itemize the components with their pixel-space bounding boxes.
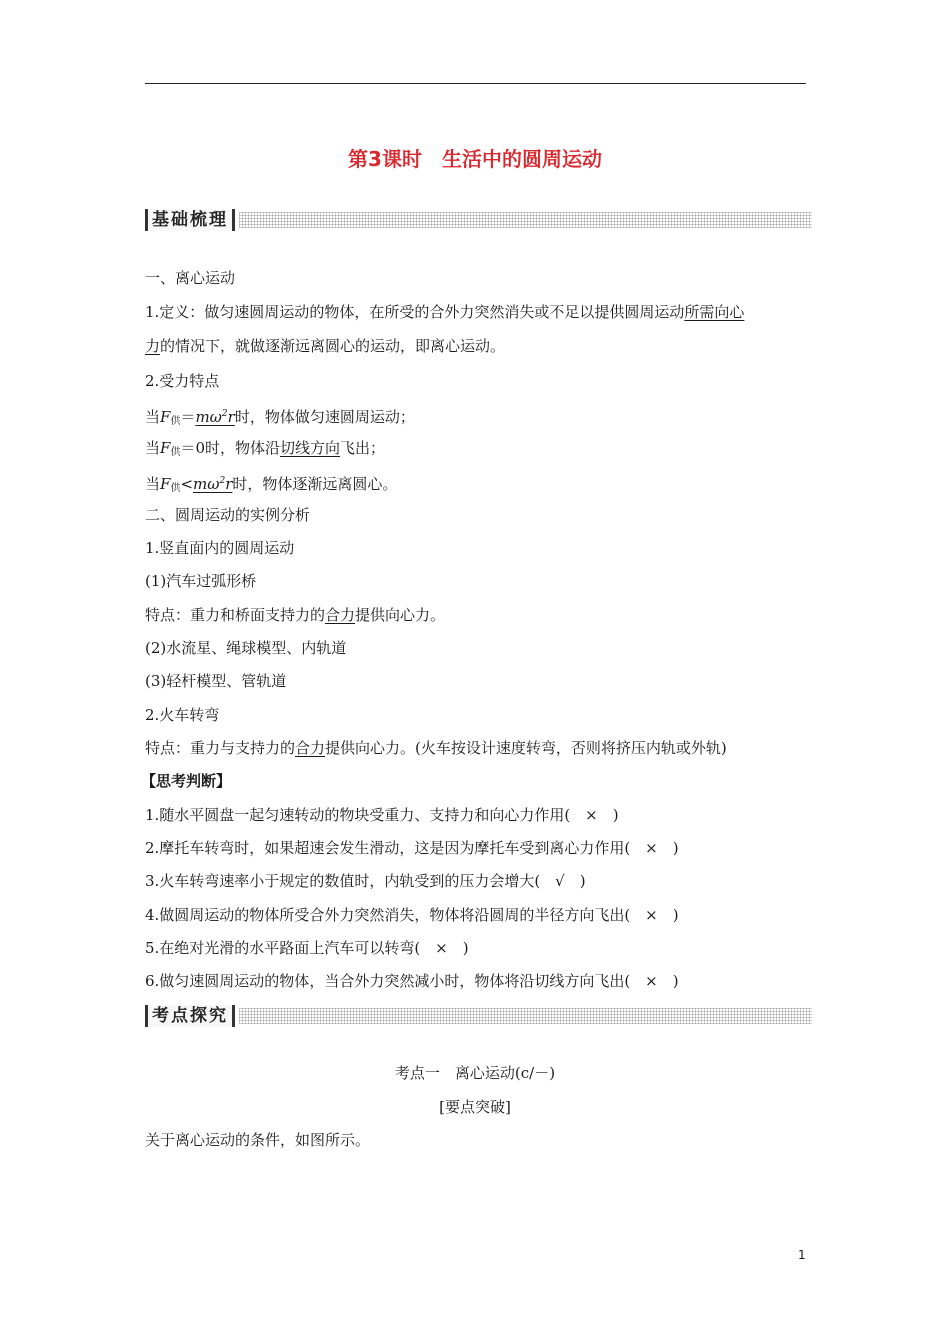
symbol-F: F <box>160 475 171 493</box>
section-label-explore: 考点探究 <box>145 1005 235 1027</box>
part2-heading: 二、圆周运动的实例分析 <box>145 506 311 524</box>
expr-mw2r <box>195 408 234 426</box>
section-label-basics: 基础梳理 <box>145 209 235 231</box>
subscript-gong: 供 <box>170 447 181 458</box>
text: 时，物体逐渐远离圆心。 <box>232 475 398 493</box>
text: 特点：重力与支持力的 <box>145 739 296 757</box>
underlined-resultant: 合力 <box>325 606 356 624</box>
section-bar-pattern <box>239 212 812 228</box>
judge-item: 1.随水平圆盘一起匀速转动的物块受重力、支持力和向心力作用( × ) <box>145 806 619 824</box>
definition-line-2 <box>145 336 505 356</box>
intro-text: 关于离心运动的条件，如图所示。 <box>145 1131 371 1149</box>
bridge-feature <box>145 605 445 625</box>
text: ＝0时，物体沿 <box>180 439 280 457</box>
text: 飞出； <box>340 439 386 457</box>
force-case-3 <box>145 471 397 499</box>
text: 提供向心力。 <box>355 606 446 624</box>
text: r <box>225 475 233 493</box>
text: 当 <box>145 475 161 493</box>
expr-mw2r <box>193 475 232 493</box>
train-turn: 2.火车转弯 <box>145 706 220 724</box>
train-feature <box>145 738 727 758</box>
text: 提供向心力。(火车按设计速度转弯，否则将挤压内轨或外轨) <box>325 739 727 757</box>
judge-item: 2.摩托车转弯时，如果超速会发生滑动，这是因为摩托车受到离心力作用( × ) <box>145 839 679 857</box>
definition-line-1 <box>145 302 744 322</box>
subscript-gong: 供 <box>170 416 181 427</box>
key-points-label: [要点突破] <box>439 1098 511 1116</box>
text: 当 <box>145 439 161 457</box>
underlined-resultant: 合力 <box>295 739 326 757</box>
superscript: 2 <box>221 409 228 419</box>
text: r <box>227 408 235 426</box>
subscript-gong: 供 <box>170 483 181 494</box>
text: 特点：重力和桥面支持力的 <box>145 606 326 624</box>
arch-bridge: (1)汽车过弧形桥 <box>145 572 257 590</box>
page-number: 1 <box>798 1248 806 1262</box>
section-bar-explore <box>145 1004 812 1028</box>
exam-point-title: 考点一 离心运动(c/－) <box>394 1064 556 1082</box>
definition-underlined-2: 力 <box>145 337 161 355</box>
header-rule <box>145 83 806 84</box>
underlined-tangent: 切线方向 <box>279 439 340 457</box>
text: ＝ <box>180 408 196 426</box>
definition-text: 1.定义：做匀速圆周运动的物体，在所受的合外力突然消失或不足以提供圆周运动 <box>145 303 685 321</box>
section-bar-basics <box>145 208 812 232</box>
judge-item: 6.做匀速圆周运动的物体，当合外力突然减小时，物体将沿切线方向飞出( × ) <box>145 972 679 990</box>
force-case-1 <box>145 404 415 432</box>
symbol-F: F <box>160 408 171 426</box>
judge-item: 4.做圆周运动的物体所受合外力突然消失，物体将沿圆周的半径方向飞出( × ) <box>145 906 679 924</box>
superscript: 2 <box>219 476 226 486</box>
lesson-title: 第3课时 生活中的圆周运动 <box>348 147 602 171</box>
text: 当 <box>145 408 161 426</box>
judge-item: 3.火车转弯速率小于规定的数值时，内轨受到的压力会增大( √ ) <box>145 872 586 890</box>
water-star-model: (2)水流星、绳球模型、内轨道 <box>145 639 347 657</box>
judge-item: 5.在绝对光滑的水平路面上汽车可以转弯( × ) <box>145 939 469 957</box>
vertical-circle: 1.竖直面内的圆周运动 <box>145 539 295 557</box>
text: < <box>180 475 194 493</box>
judge-heading: 【思考判断】 <box>141 772 232 790</box>
force-case-2 <box>145 438 385 463</box>
text: 时，物体做匀速圆周运动； <box>234 408 415 426</box>
definition-underlined-1: 所需向心 <box>684 303 745 321</box>
force-heading: 2.受力特点 <box>145 372 220 390</box>
symbol-F: F <box>160 439 171 457</box>
part1-heading: 一、离心运动 <box>145 269 236 287</box>
text: mω <box>195 408 222 426</box>
text: mω <box>193 475 220 493</box>
section-bar-pattern <box>239 1008 812 1024</box>
light-rod-model: (3)轻杆模型、管轨道 <box>145 672 287 690</box>
definition-rest: 的情况下，就做逐渐远离圆心的运动，即离心运动。 <box>160 337 506 355</box>
